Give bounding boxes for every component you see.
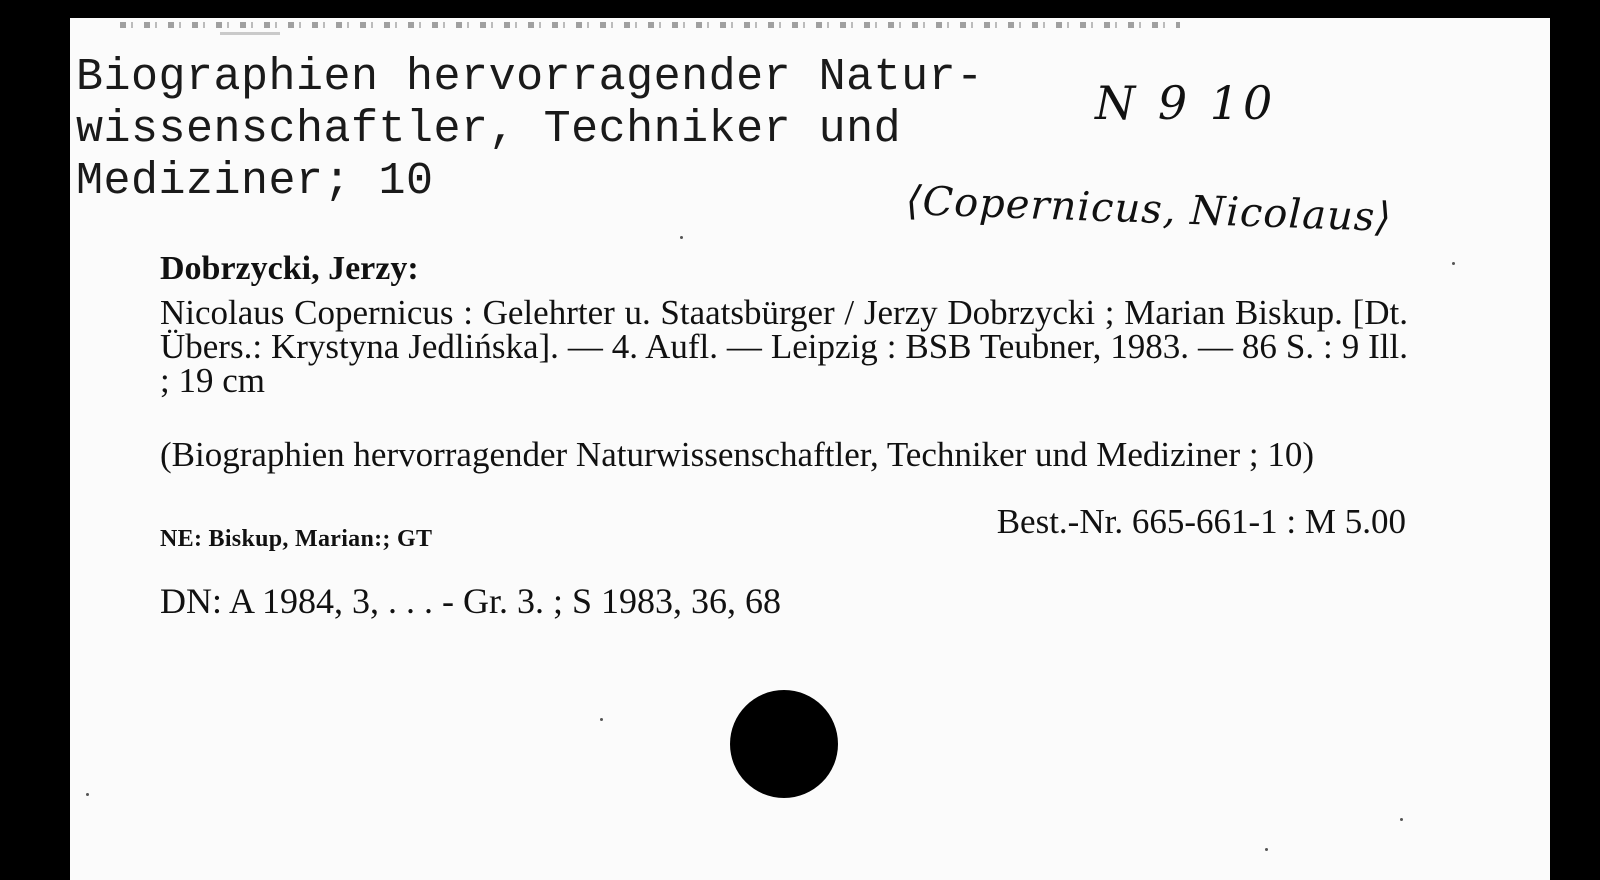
series-heading-line-2: wissenschaftler, Techniker und [76,104,902,155]
scan-artifact-streak [120,22,1180,28]
series-statement: (Biographien hervorragender Naturwissenschaftler, Techniker und Mediziner ; 10) [160,435,1314,474]
dn-reference: DN: A 1984, 3, . . . - Gr. 3. ; S 1983, 36, 68 [160,581,782,621]
series-heading-line-3: Mediziner; 10 [76,156,434,207]
scan-artifact-mark [220,32,280,35]
series-heading-line-1: Biographien hervorragender Natur- [76,52,984,103]
scan-speck [86,793,89,796]
handwritten-shelf-mark: N 9 10 [1095,76,1277,130]
added-entries: NE: Biskup, Marian:; GT [160,526,433,552]
scan-speck [1452,262,1455,265]
order-number: Best.-Nr. 665-661-1 : M 5.00 [996,502,1406,541]
catalog-card [70,18,1550,880]
scan-speck [600,718,603,721]
author-heading: Dobrzycki, Jerzy: [160,250,419,287]
handwritten-subject-heading: ⟨Copernicus, Nicolaus⟩ [905,178,1393,241]
series-heading [76,52,984,208]
punch-hole [730,690,838,798]
bibliographic-description: Nicolaus Copernicus : Gelehrter u. Staatsbürger / Jerzy Dobrzycki ; Marian Biskup. [Dt. Übers.: Krystyna Jedlińska]. — 4. Aufl. — Leipzig : BSB Teubner, 1983. — 86 S. : 9 Ill. ; 19 cm [160,293,1408,400]
scan-speck [680,236,683,239]
scan-speck [1400,818,1403,821]
scan-speck [1265,848,1268,851]
